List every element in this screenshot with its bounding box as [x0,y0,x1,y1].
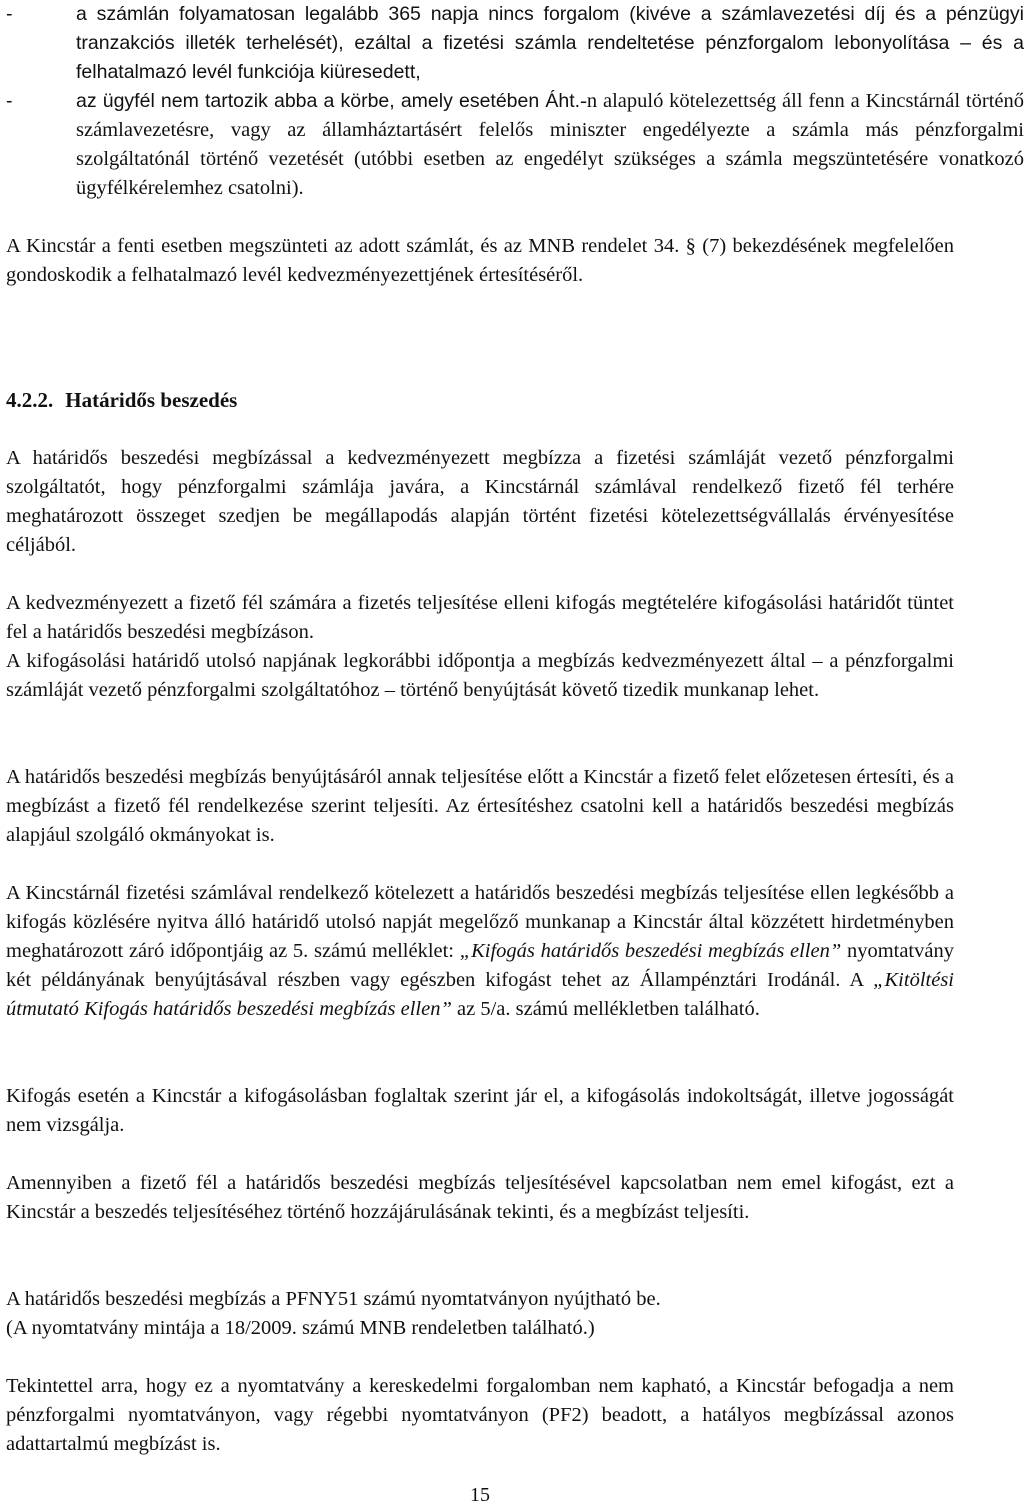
closing-paragraph: A Kincstár a fenti esetben megszünteti az adott számlát, és az MNB rendelet 34. § (7) bekezdésének megfelelően gondoskodik a felhatalmazó levél kedvezményezettjének értesítéséről. [6,235,954,286]
section-heading [6,386,237,415]
paragraph: Amennyiben a fizető fél a határidős beszedési megbízás teljesítésével kapcsolatban nem emel kifogást, ezt a Kincstár a beszedés teljesítéséhez történő hozzájárulásának tekinti, és a megbízást teljesíti. [6,1172,954,1223]
paragraph-text: az 5/a. számú mellékletben található. [451,998,760,1020]
list-item-text-sans: az ügyfél nem tartozik abba a körbe, amely esetében Áht. [76,90,581,112]
paragraph: A kifogásolási határidő utolsó napjának legkorábbi időpontja a megbízás kedvezményezett által – a pénzforgalmi számláját vezető pénzforgalmi szolgáltatóhoz – történő benyújtását követő tizedik munkanap lehet. [6,650,954,701]
page-number: 15 [470,1484,490,1506]
list-item [6,87,1024,203]
paragraph: Tekintettel arra, hogy ez a nyomtatvány a kereskedelmi forgalomban nem kapható, a Kincstár befogadja a nem pénzforgalmi nyomtatványon, vagy régebbi nyomtatványon (PF2) beadott, a hatályos megbízással azonos adattartalmú megbízást is. [6,1375,954,1455]
paragraph: Kifogás esetén a Kincstár a kifogásolásban foglaltak szerint jár el, a kifogásolás indokoltságát, illetve jogosságát nem vizsgálja. [6,1085,954,1136]
section-title: Határidős beszedés [65,388,238,412]
paragraph: A kedvezményezett a fizető fél számára a fizetés teljesítése elleni kifogás megtételére kifogásolási határidőt tüntet fel a határidős beszedési megbízáson. [6,592,954,643]
paragraph-text: A Kincstárnál fizetési számlával rendelkező kötelezett a határidős beszedési megbízás teljesítése ellen legkésőbb a kifogás közlésére nyitva álló határidő utolsó napját megelőző munkanap a Kincstár által közzétett hirdetményben meghatározott záró időpontjáig az 5. számú melléklet: [6,882,954,962]
paragraph [6,879,954,1024]
form-title-italic: „Kifogás határidős beszedési megbízás ellen” [459,940,842,962]
list-dash: - [6,3,13,25]
paragraph: A határidős beszedési megbízás a PFNY51 számú nyomtatványon nyújtható be. [6,1288,661,1310]
list-item-text-serif: -n alapuló kötelezettség áll fenn a Kincstárnál történő számlavezetésre, vagy az államháztartásért felelős miniszter engedélyezte a számla más pénzforgalmi szolgáltatónál történő vezetését (utóbbi esetben az engedélyt szükséges a számla megszüntetésére vonatkozó ügyfélkérelemhez csatolni). [76,90,1024,199]
paragraph: A határidős beszedési megbízás benyújtásáról annak teljesítése előtt a Kincstár a fizető felet előzetesen értesíti, és a megbízást a fizető fél rendelkezése szerint teljesíti. Az értesítéshez csatolni kell a határidős beszedési megbízás alapjául szolgáló okmányokat is. [6,766,954,846]
list-item [6,0,1024,87]
paragraph-text: nyomtatvány két példányának benyújtásával részben vagy egészben kifogást tehet az Állampénztári Irodánál. A [6,940,954,991]
list-item-text-block [76,87,1024,203]
section-number: 4.2.2. [6,388,54,412]
guide-title-italic: „Kitöltési útmutató Kifogás határidős beszedési megbízás ellen” [6,969,954,1020]
paragraph: A határidős beszedési megbízással a kedvezményezett megbízza a fizetési számláját vezető pénzforgalmi szolgáltatót, hogy pénzforgalmi számlája javára, a Kincstárnál számlával rendelkező fizető fél terhére meghatározott összeget szedjen be megállapodás alapján történt fizetési kötelezettségvállalás érvényesítése céljából. [6,447,954,556]
list-dash: - [6,90,13,112]
paragraph: (A nyomtatvány mintája a 18/2009. számú MNB rendeletben található.) [6,1317,595,1339]
list-item-text: a számlán folyamatosan legalább 365 napja nincs forgalom (kivéve a számlavezetési díj és a pénzügyi tranzakciós illeték terhelését), ezáltal a fizetési számla rendeltetése pénzforgalom lebonyolítása – és a felhatalmazó levél funkciója kiüresedett, [76,3,1024,83]
